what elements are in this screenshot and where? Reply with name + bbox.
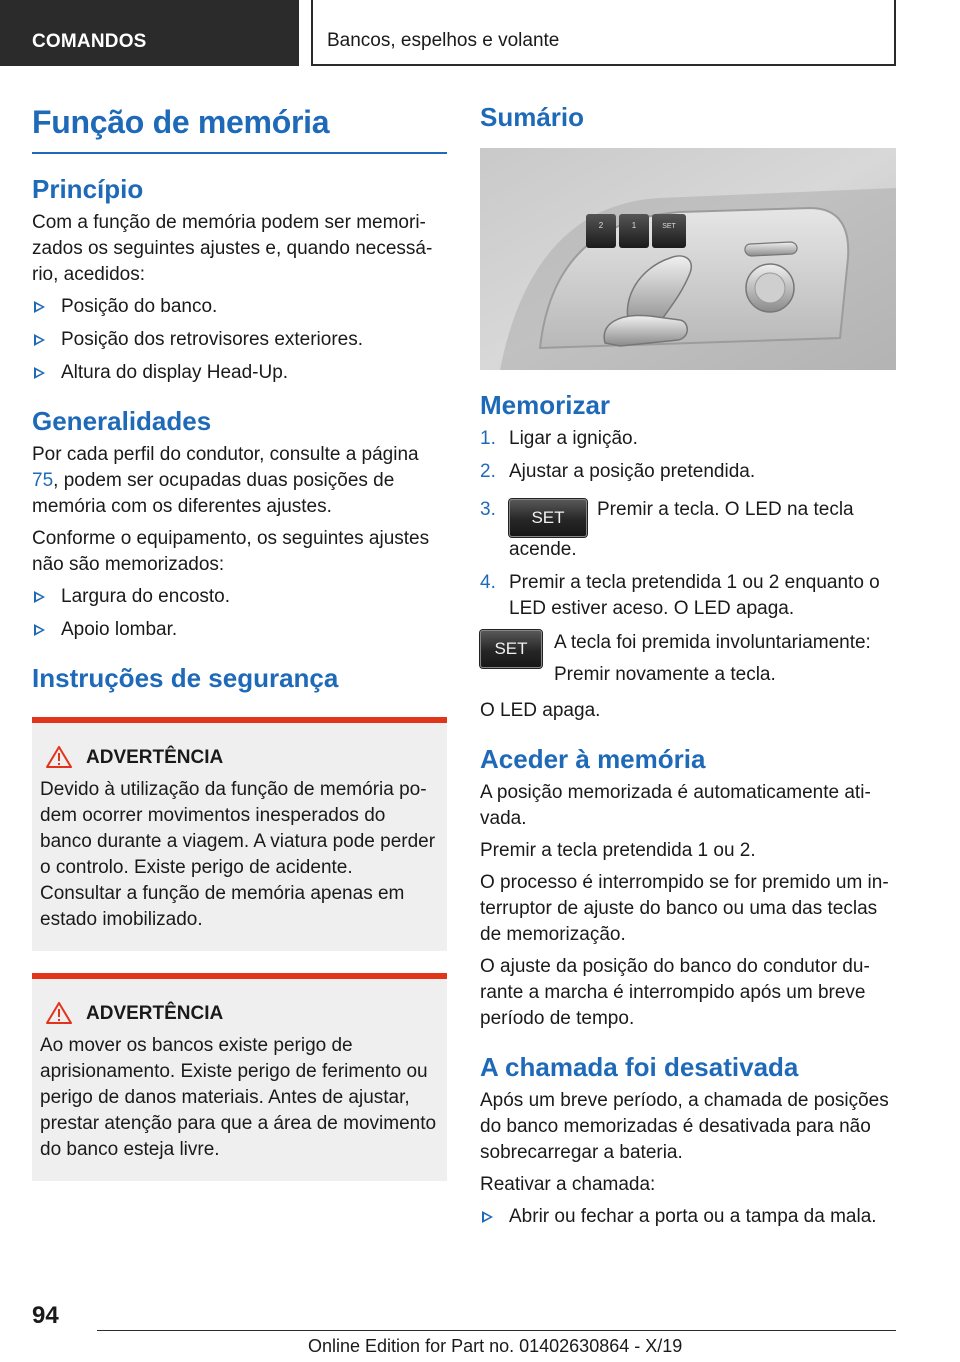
left-column bbox=[32, 100, 447, 1181]
svg-text:SET: SET bbox=[662, 223, 676, 230]
bullet-triangle-icon bbox=[34, 301, 45, 313]
principio-text: Com a função de memória podem ser memorizados os seguintes ajustes e, quando necessário, acedidos: bbox=[32, 212, 433, 285]
heading-principio: Princípio bbox=[32, 174, 144, 204]
memory-button-2 bbox=[586, 214, 616, 248]
seat-controls-photo bbox=[480, 148, 896, 370]
aceder-p4: O ajuste da posição do banco do condutor durante a marcha é interrompido após um breve período de tempo. bbox=[480, 956, 870, 1029]
bullet-triangle-icon bbox=[34, 624, 45, 636]
page-number: 94 bbox=[32, 1302, 59, 1329]
warning-triangle-icon bbox=[46, 746, 72, 768]
note-line-1: A tecla foi premida involuntariamente: bbox=[554, 632, 871, 653]
list-item: Altura do display Head-Up. bbox=[32, 360, 447, 386]
bullet-triangle-icon bbox=[482, 1211, 493, 1223]
desativada-p2: Reativar a chamada: bbox=[480, 1174, 656, 1195]
desativada-list bbox=[480, 1204, 896, 1230]
bullet-triangle-icon bbox=[34, 334, 45, 346]
heading-aceder: Aceder à memória bbox=[480, 744, 706, 774]
generalidades-text-2: Conforme o equipamento, os seguintes ajustes não são memorizados: bbox=[32, 528, 430, 575]
seat-controls-illustration bbox=[480, 148, 896, 370]
principio-list bbox=[32, 294, 447, 386]
warning-title: ADVERTÊNCIA bbox=[40, 1001, 439, 1027]
bullet-triangle-icon bbox=[34, 591, 45, 603]
warning-triangle-icon bbox=[46, 1002, 72, 1024]
generalidades-list bbox=[32, 584, 447, 643]
heading-memorizar: Memorizar bbox=[480, 390, 611, 420]
list-item: 3. SET Premir a tecla. O LED na tecla acende. bbox=[480, 499, 854, 560]
chapter-tab: Bancos, espelhos e volante bbox=[311, 0, 896, 66]
warning-box bbox=[32, 717, 447, 951]
list-item: 2. Ajustar a posição pretendida. bbox=[480, 461, 756, 482]
warning-box bbox=[32, 973, 447, 1181]
warning-title: ADVERTÊNCIA bbox=[40, 745, 439, 771]
edition-text: Online Edition for Part no. 01402630864 - X/19 bbox=[308, 1336, 683, 1356]
page-title: Função de memória bbox=[32, 100, 447, 154]
set-key-icon: SET bbox=[480, 630, 542, 668]
headrest-control-icon bbox=[745, 242, 797, 256]
aceder-p1: A posição memorizada é automaticamente ativada. bbox=[480, 782, 871, 829]
section-tab: COMANDOS bbox=[0, 0, 299, 66]
list-item: Largura do encosto. bbox=[32, 584, 447, 610]
list-item: 4. Premir a tecla pretendida 1 ou 2 enquanto o LED estiver aceso. O LED apaga. bbox=[480, 572, 880, 619]
warning-text: Ao mover os bancos existe perigo de aprisionamento. Existe perigo de ferimento ou perigo de danos materiais. Antes de ajustar, prestar atenção para que a área de movimento do banco esteja livre. bbox=[40, 1035, 437, 1160]
footer-divider bbox=[97, 1330, 896, 1331]
heading-desativada: A chamada foi desativada bbox=[480, 1052, 799, 1082]
svg-text:1: 1 bbox=[631, 221, 637, 230]
right-column bbox=[480, 100, 896, 1237]
svg-text:2: 2 bbox=[598, 221, 604, 230]
page-header bbox=[0, 0, 960, 66]
desativada-p1: Após um breve período, a chamada de posições do banco memorizadas é desativada para não sobrecarregar a bateria. bbox=[480, 1090, 889, 1163]
list-item: Abrir ou fechar a porta ou a tampa da mala. bbox=[480, 1204, 896, 1230]
note-after: O LED apaga. bbox=[480, 700, 601, 721]
warning-text: Devido à utilização da função de memória podem ocorrer movimentos inesperados do banco durante a viagem. A viatura pode perder o controlo. Existe perigo de acidente. Consultar a função de memória apenas em estado imobilizado. bbox=[40, 779, 436, 930]
heading-sumario: Sumário bbox=[480, 102, 585, 132]
aceder-p2: Premir a tecla pretendida 1 ou 2. bbox=[480, 840, 756, 861]
bullet-triangle-icon bbox=[34, 367, 45, 379]
list-item: Posição do banco. bbox=[32, 294, 447, 320]
aceder-p3: O processo é interrompido se for premido um interruptor de ajuste do banco ou uma das teclas de memorização. bbox=[480, 872, 889, 945]
memory-button-set bbox=[652, 214, 686, 248]
memory-button-1 bbox=[619, 214, 649, 248]
page-link[interactable]: 75 bbox=[32, 470, 54, 491]
list-item: 1. Ligar a ignição. bbox=[480, 428, 638, 449]
list-item: Posição dos retrovisores exteriores. bbox=[32, 327, 447, 353]
memorizar-steps bbox=[480, 426, 896, 622]
heading-seguranca: Instruções de segurança bbox=[32, 663, 339, 693]
generalidades-text-1: Por cada perfil do condutor, consulte a página 75, podem ser ocupadas duas posições de memória com os diferentes ajustes. bbox=[32, 444, 419, 517]
accidental-press-note bbox=[480, 630, 896, 694]
set-key-icon: SET bbox=[509, 499, 587, 537]
note-line-2: Premir novamente a tecla. bbox=[554, 664, 776, 685]
heading-generalidades: Generalidades bbox=[32, 406, 212, 436]
list-item: Apoio lombar. bbox=[32, 617, 447, 643]
